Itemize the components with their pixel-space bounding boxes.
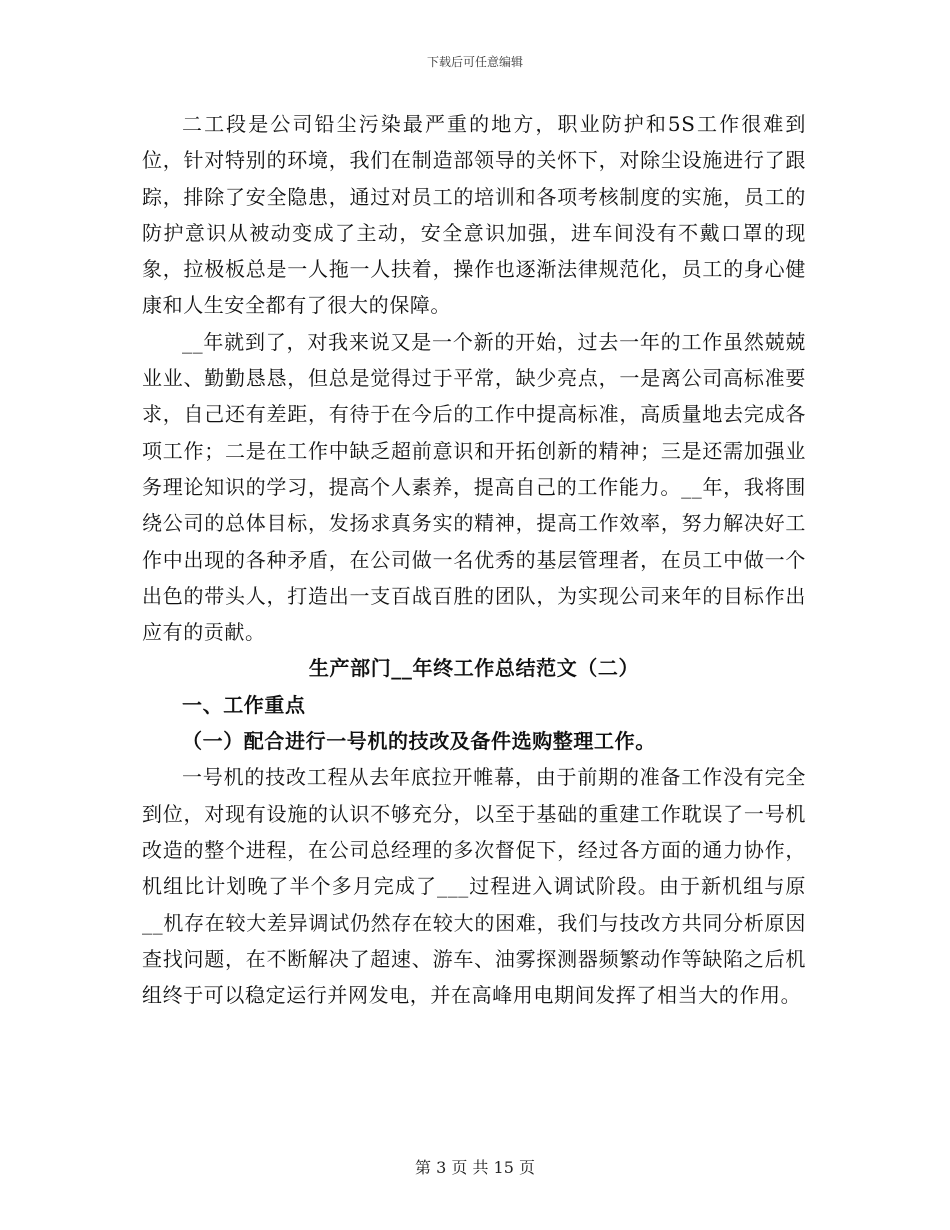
heading-work-focus: 一、工作重点 xyxy=(182,692,306,717)
subheading-unit-one-upgrade: （一）配合进行一号机的技改及备件选购整理工作。 xyxy=(182,729,656,754)
paragraph-year-plan: __年就到了，对我来说又是一个新的开始，过去一年的工作虽然兢兢业业、勤勤恳恳，但总是觉得过于平常，缺少亮点，一是离公司高标准要求，自己还有差距，有待于在今后的工作中提高标准，高质量地去完成各项工作；二是在工作中缺乏超前意识和开拓创新的精神；三是还需加强业务理论知识的学习，提高个人素养，提高自己的工作能力。__年，我将围绕公司的总体目标，发扬求真务实的精神，提高工作效率，努力解决好工作中出现的各种矛盾，在公司做一名优秀的基层管理者，在员工中做一个出色的带头人，打造出一支百战百胜的团队，为实现公司来年的目标作出应有的贡献。 xyxy=(142,329,806,645)
page-number: 第 3 页 共 15 页 xyxy=(415,1158,535,1177)
paragraph-unit-one-upgrade: 一号机的技改工程从去年底拉开帷幕，由于前期的准备工作没有完全到位，对现有设施的认识不够充分，以至于基础的重建工作耽误了一号机改造的整个进程，在公司总经理的多次督促下，经过各方面的通力协作，机组比计划晚了半个多月完成了___过程进入调试阶段。由于新机组与原__机存在较大差异调试仍然存在较大的困难，我们与技改方共同分析原因查找问题，在不断解决了超速、游车、油雾探测器频繁动作等缺陷之后机组终于可以稳定运行并网发电，并在高峰用电期间发挥了相当大的作用。 xyxy=(142,765,806,1008)
document-body xyxy=(142,106,806,1013)
section-title: 生产部门__年终工作总结范文（二） xyxy=(308,656,640,681)
header-note: 下载后可任意编辑 xyxy=(426,55,523,69)
paragraph-dust-protection: 二工段是公司铅尘污染最严重的地方，职业防护和5S工作很难到位，针对特别的环境，我们在制造部领导的关怀下，对除尘设施进行了跟踪，排除了安全隐患，通过对员工的培训和各项考核制度的实施，员工的防护意识从被动变成了主动，安全意识加强，进车间没有不戴口罩的现象，拉极板总是一人拖一人扶着，操作也逐渐法律规范化，员工的身心健康和人生安全都有了很大的保障。 xyxy=(142,112,806,318)
